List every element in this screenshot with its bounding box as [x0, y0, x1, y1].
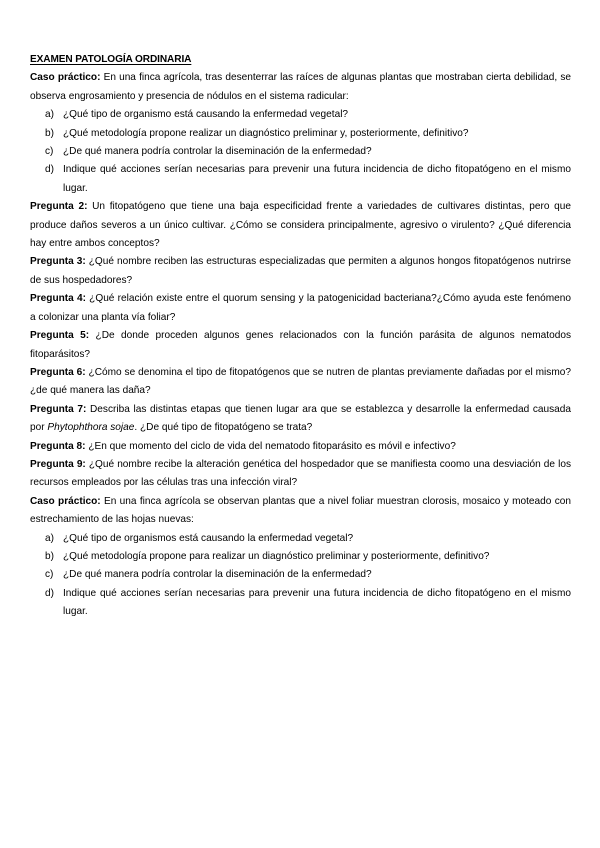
question-label: Pregunta 3:: [30, 256, 86, 268]
question-text: ¿Cómo se denomina el tipo de fitopatógenos que se nutren de plantas previamente dañadas por el mismo?¿de qué manera las daña?: [30, 366, 571, 397]
question-label: Pregunta 8:: [30, 440, 86, 452]
case-2-item-b: [30, 548, 571, 566]
question-4: [30, 290, 571, 327]
case-2-item-a: [30, 530, 571, 548]
question-text: ¿De donde proceden algunos genes relacionados con la función parásita de algunos nematodos fitoparásitos?: [30, 330, 571, 360]
case-study-1-text: En una finca agrícola, tras desenterrar las raíces de algunas plantas que mostraban cierta debilidad, se observa engrosamiento y presencia de nódulos en el sistema radicular:: [30, 72, 571, 102]
question-text: ¿En que momento del ciclo de vida del nematodo fitoparásito es móvil e infectivo?: [85, 440, 456, 452]
case-1-item-b: [30, 125, 571, 143]
item-text: ¿Qué tipo de organismos está causando la enfermedad vegetal?: [63, 532, 354, 544]
item-text: ¿Qué metodología propone para realizar un diagnóstico preliminar y posteriormente, definitivo?: [63, 550, 490, 562]
case-1-item-a: [30, 106, 571, 124]
question-2: [30, 198, 571, 253]
question-label: Pregunta 4:: [30, 293, 86, 305]
question-text: Un fitopatógeno que tiene una baja especificidad frente a variedades de cultivares distintas, pero que produce daños severos a un único cultivar. ¿Cómo se considera principalmente, agresivo o virulento? ¿Qué diferencia hay entre ambos conceptos?: [30, 201, 571, 250]
question-text-before: Describa las distintas etapas que tienen lugar ara que se establezca y desarrolle la enfermedad causada por: [30, 403, 571, 434]
item-marker: b): [45, 550, 54, 562]
item-text: ¿De qué manera podría controlar la diseminación de la enfermedad?: [63, 146, 372, 158]
species-name: Phytophthora sojae: [47, 422, 135, 434]
case-1-item-c: [30, 143, 571, 161]
question-label: Pregunta 7:: [30, 403, 87, 415]
item-marker: d): [45, 164, 54, 176]
question-7: [30, 401, 571, 438]
item-marker: c): [45, 146, 54, 158]
question-3: [30, 253, 571, 290]
case-study-2: [30, 493, 571, 530]
question-5: [30, 327, 571, 364]
question-9: [30, 456, 571, 493]
case-1-item-d: [30, 161, 571, 198]
question-label: Pregunta 5:: [30, 330, 90, 342]
case-2-item-d: [30, 585, 571, 622]
item-marker: c): [45, 569, 54, 581]
question-text: ¿Qué relación existe entre el quorum sensing y la patogenicidad bacteriana?¿Cómo ayuda este fenómeno a colonizar una planta vía foliar?: [30, 293, 571, 323]
question-label: Pregunta 6:: [30, 366, 86, 378]
case-study-2-text: En una finca agrícola se observan plantas que a nivel foliar muestran clorosis, mosaico y moteado con estrechamiento de las hojas nuevas:: [30, 495, 571, 526]
question-text: ¿Qué nombre reciben las estructuras especializadas que permiten a algunos hongos fitopatógenos nutrirse de sus hospedadores?: [30, 256, 571, 286]
item-marker: a): [45, 109, 54, 121]
case-2-item-c: [30, 566, 571, 584]
case-study-1: [30, 69, 571, 106]
item-text: Indique qué acciones serían necesarias para prevenir una futura incidencia de dicho fitopatógeno en el mismo lugar.: [63, 164, 571, 194]
question-label: Pregunta 2:: [30, 201, 88, 213]
question-6: [30, 364, 571, 401]
case-study-2-label: Caso práctico:: [30, 495, 101, 507]
question-label: Pregunta 9:: [30, 458, 86, 470]
item-marker: a): [45, 532, 54, 544]
item-marker: d): [45, 587, 54, 599]
question-text-after: . ¿De qué tipo de fitopatógeno se trata?: [134, 422, 313, 434]
question-8: [30, 438, 571, 456]
exam-title: EXAMEN PATOLOGÍA ORDINARIA: [30, 54, 192, 65]
case-study-1-label: Caso práctico:: [30, 72, 101, 84]
question-text: ¿Qué nombre recibe la alteración genética del hospedador que se manifiesta coomo una desviación de los recursos empleados por las células tras una infección viral?: [30, 458, 571, 489]
item-text: ¿De qué manera podría controlar la diseminación de la enfermedad?: [63, 569, 372, 581]
case-study-2-questions: [30, 530, 571, 622]
item-text: ¿Qué metodología propone realizar un diagnóstico preliminar y, posteriormente, definitivo?: [63, 127, 469, 139]
exam-page: [30, 51, 571, 622]
item-text: ¿Qué tipo de organismo está causando la enfermedad vegetal?: [63, 109, 349, 121]
item-text: Indique qué acciones serían necesarias para prevenir una futura incidencia de dicho fitopatógeno en el mismo lugar.: [63, 587, 571, 618]
item-marker: b): [45, 127, 54, 139]
case-study-1-questions: [30, 106, 571, 198]
